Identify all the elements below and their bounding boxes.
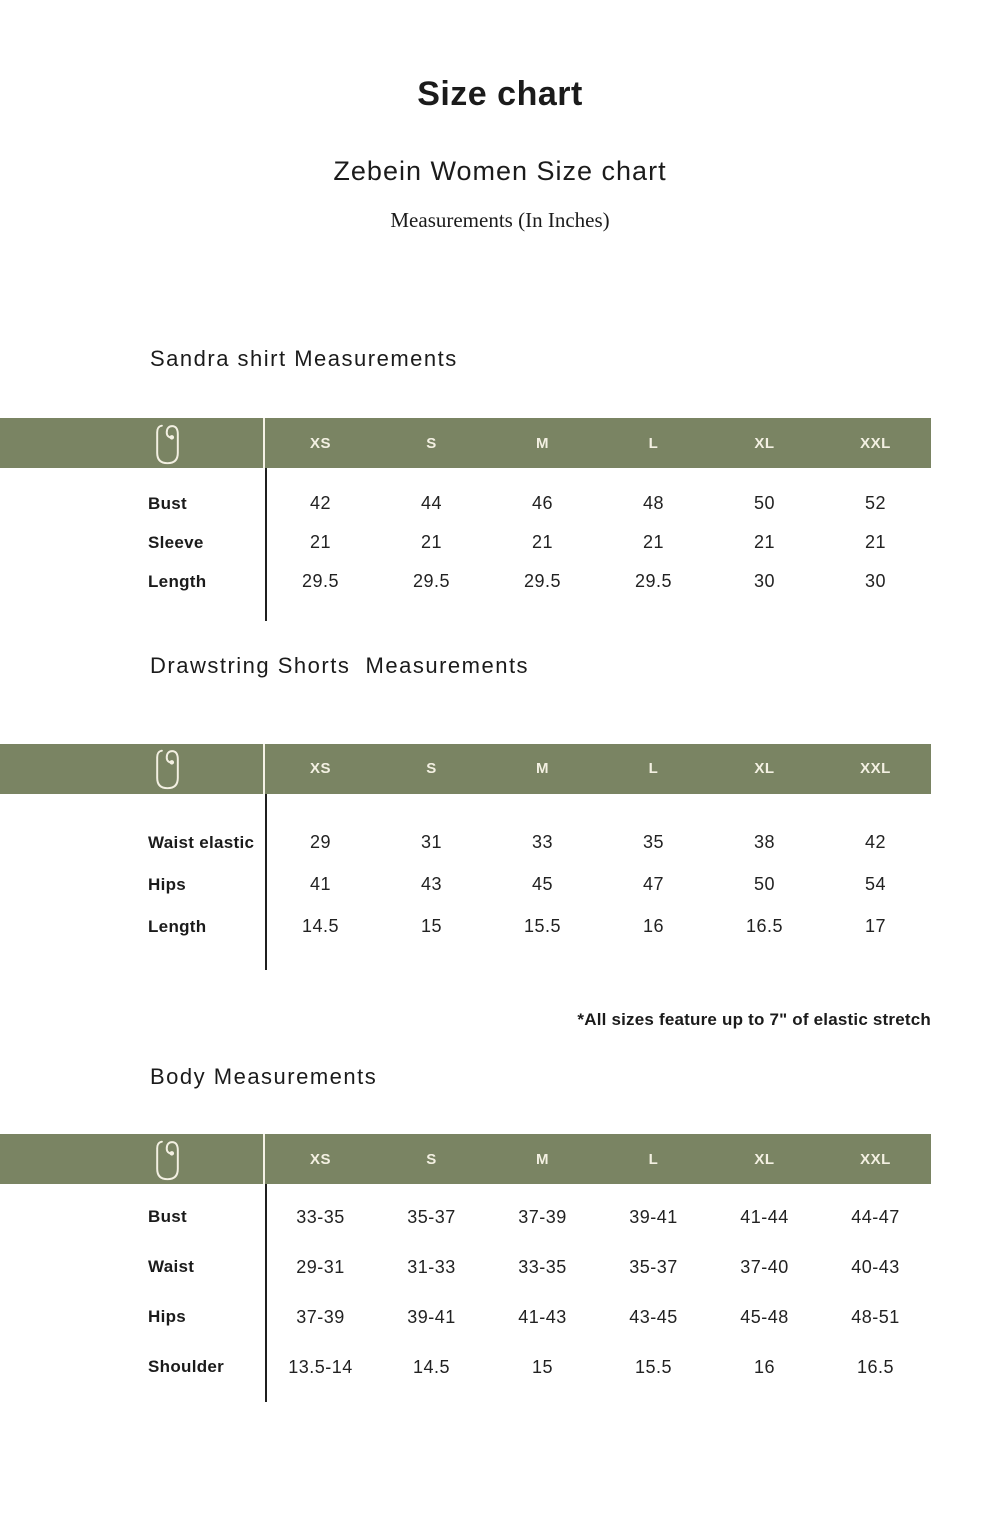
table-row — [0, 906, 931, 948]
cell-value: 47 — [642, 874, 665, 895]
cell-value: 46 — [531, 493, 554, 514]
cell-value: 13.5-14 — [288, 1356, 353, 1377]
sandra-shirt-table — [0, 418, 931, 621]
cell-value: 16 — [753, 1356, 776, 1377]
cell-value: 16.5 — [745, 916, 784, 937]
table-header-row — [0, 418, 931, 468]
cell-value: 37-40 — [740, 1256, 789, 1277]
logo-cell — [0, 744, 265, 794]
cell-value: 48 — [642, 493, 665, 514]
size-col-header: M — [536, 760, 549, 778]
cell-value: 39-41 — [407, 1306, 456, 1327]
cell-value: 21 — [864, 532, 887, 553]
cell-value: 35 — [642, 832, 665, 853]
cell-value: 50 — [753, 874, 776, 895]
size-col-header: L — [648, 434, 659, 452]
row-label: Bust — [148, 1207, 187, 1227]
size-col-header: S — [426, 434, 437, 452]
logo-cell — [0, 1134, 265, 1184]
cell-value: 35-37 — [629, 1256, 678, 1277]
table-body — [0, 794, 931, 970]
cell-value: 54 — [864, 874, 887, 895]
table-row — [0, 523, 931, 562]
row-label: Bust — [148, 493, 187, 513]
cell-value: 50 — [753, 493, 776, 514]
table-body — [0, 1184, 931, 1402]
cell-value: 21 — [309, 532, 332, 553]
cell-value: 15 — [531, 1356, 554, 1377]
cell-value: 48-51 — [851, 1306, 900, 1327]
cell-value: 31 — [420, 832, 443, 853]
size-col-header: XXL — [860, 434, 891, 452]
cell-value: 37-39 — [518, 1206, 567, 1227]
table-row — [0, 1292, 931, 1342]
page-title: Size chart — [417, 75, 583, 113]
table-row — [0, 1242, 931, 1292]
cell-value: 39-41 — [629, 1206, 678, 1227]
row-label: Waist — [148, 1257, 195, 1277]
brand-logo-icon — [150, 1137, 185, 1182]
cell-value: 29.5 — [634, 571, 673, 592]
cell-value: 41-44 — [740, 1206, 789, 1227]
table-row — [0, 484, 931, 523]
brand-logo-icon — [150, 421, 185, 466]
cell-value: 38 — [753, 832, 776, 853]
size-col-header: M — [536, 1150, 549, 1168]
cell-value: 15.5 — [634, 1356, 673, 1377]
cell-value: 41-43 — [518, 1306, 567, 1327]
table-row — [0, 822, 931, 864]
cell-value: 21 — [642, 532, 665, 553]
cell-value: 15.5 — [523, 916, 562, 937]
cell-value: 33-35 — [518, 1256, 567, 1277]
size-col-header: XS — [309, 760, 331, 778]
cell-value: 33-35 — [296, 1206, 345, 1227]
cell-value: 14.5 — [412, 1356, 451, 1377]
cell-value: 45-48 — [740, 1306, 789, 1327]
cell-value: 45 — [531, 874, 554, 895]
size-col-header: XS — [309, 1150, 331, 1168]
cell-value: 16 — [642, 916, 665, 937]
cell-value: 44 — [420, 493, 443, 514]
cell-value: 43-45 — [629, 1306, 678, 1327]
cell-value: 29 — [309, 832, 332, 853]
cell-value: 42 — [309, 493, 332, 514]
table-row — [0, 1342, 931, 1392]
cell-value: 44-47 — [851, 1206, 900, 1227]
cell-value: 15 — [420, 916, 443, 937]
size-col-header: XXL — [860, 760, 891, 778]
cell-value: 29.5 — [412, 571, 451, 592]
row-label: Hips — [148, 1307, 187, 1327]
cell-value: 35-37 — [407, 1206, 456, 1227]
cell-value: 42 — [864, 832, 887, 853]
drawstring-shorts-table — [0, 744, 931, 970]
cell-value: 21 — [420, 532, 443, 553]
row-label: Hips — [148, 874, 187, 894]
size-col-header: S — [426, 1150, 437, 1168]
size-col-header: M — [536, 434, 549, 452]
row-label: Length — [148, 916, 207, 936]
cell-value: 37-39 — [296, 1306, 345, 1327]
size-col-header: XL — [754, 1150, 775, 1168]
units-line: Measurements (In Inches) — [390, 207, 610, 232]
cell-value: 33 — [531, 832, 554, 853]
table-row — [0, 1192, 931, 1242]
cell-value: 30 — [753, 571, 776, 592]
body-measurements-table — [0, 1134, 931, 1402]
cell-value: 30 — [864, 571, 887, 592]
cell-value: 17 — [864, 916, 887, 937]
row-label: Waist elastic — [148, 832, 255, 852]
cell-value: 14.5 — [301, 916, 340, 937]
section-title-sandra-shirt: Sandra shirt Measurements — [150, 345, 458, 371]
size-col-header: XL — [754, 434, 775, 452]
size-col-header: XL — [754, 760, 775, 778]
table-header-row — [0, 1134, 931, 1184]
size-col-header: XXL — [860, 1150, 891, 1168]
cell-value: 29.5 — [301, 571, 340, 592]
table-row — [0, 864, 931, 906]
size-col-header: XS — [309, 434, 331, 452]
cell-value: 31-33 — [407, 1256, 456, 1277]
row-label: Sleeve — [148, 532, 204, 552]
cell-value: 43 — [420, 874, 443, 895]
cell-value: 41 — [309, 874, 332, 895]
elastic-stretch-note: *All sizes feature up to 7" of elastic stretch — [577, 1009, 931, 1029]
table-header-row — [0, 744, 931, 794]
brand-logo-icon — [150, 746, 185, 791]
table-body — [0, 468, 931, 621]
cell-value: 52 — [864, 493, 887, 514]
table-row — [0, 562, 931, 601]
cell-value: 16.5 — [856, 1356, 895, 1377]
size-col-header: L — [648, 1150, 659, 1168]
section-title-drawstring-shorts: Drawstring Shorts Measurements — [150, 653, 530, 679]
row-label: Length — [148, 571, 207, 591]
row-label: Shoulder — [148, 1357, 225, 1377]
cell-value: 40-43 — [851, 1256, 900, 1277]
brand-subtitle: Zebein Women Size chart — [333, 156, 667, 187]
cell-value: 21 — [753, 532, 776, 553]
logo-cell — [0, 418, 265, 468]
size-col-header: L — [648, 760, 659, 778]
size-col-header: S — [426, 760, 437, 778]
section-title-body-measurements: Body Measurements — [150, 1063, 378, 1089]
cell-value: 29-31 — [296, 1256, 345, 1277]
cell-value: 29.5 — [523, 571, 562, 592]
cell-value: 21 — [531, 532, 554, 553]
